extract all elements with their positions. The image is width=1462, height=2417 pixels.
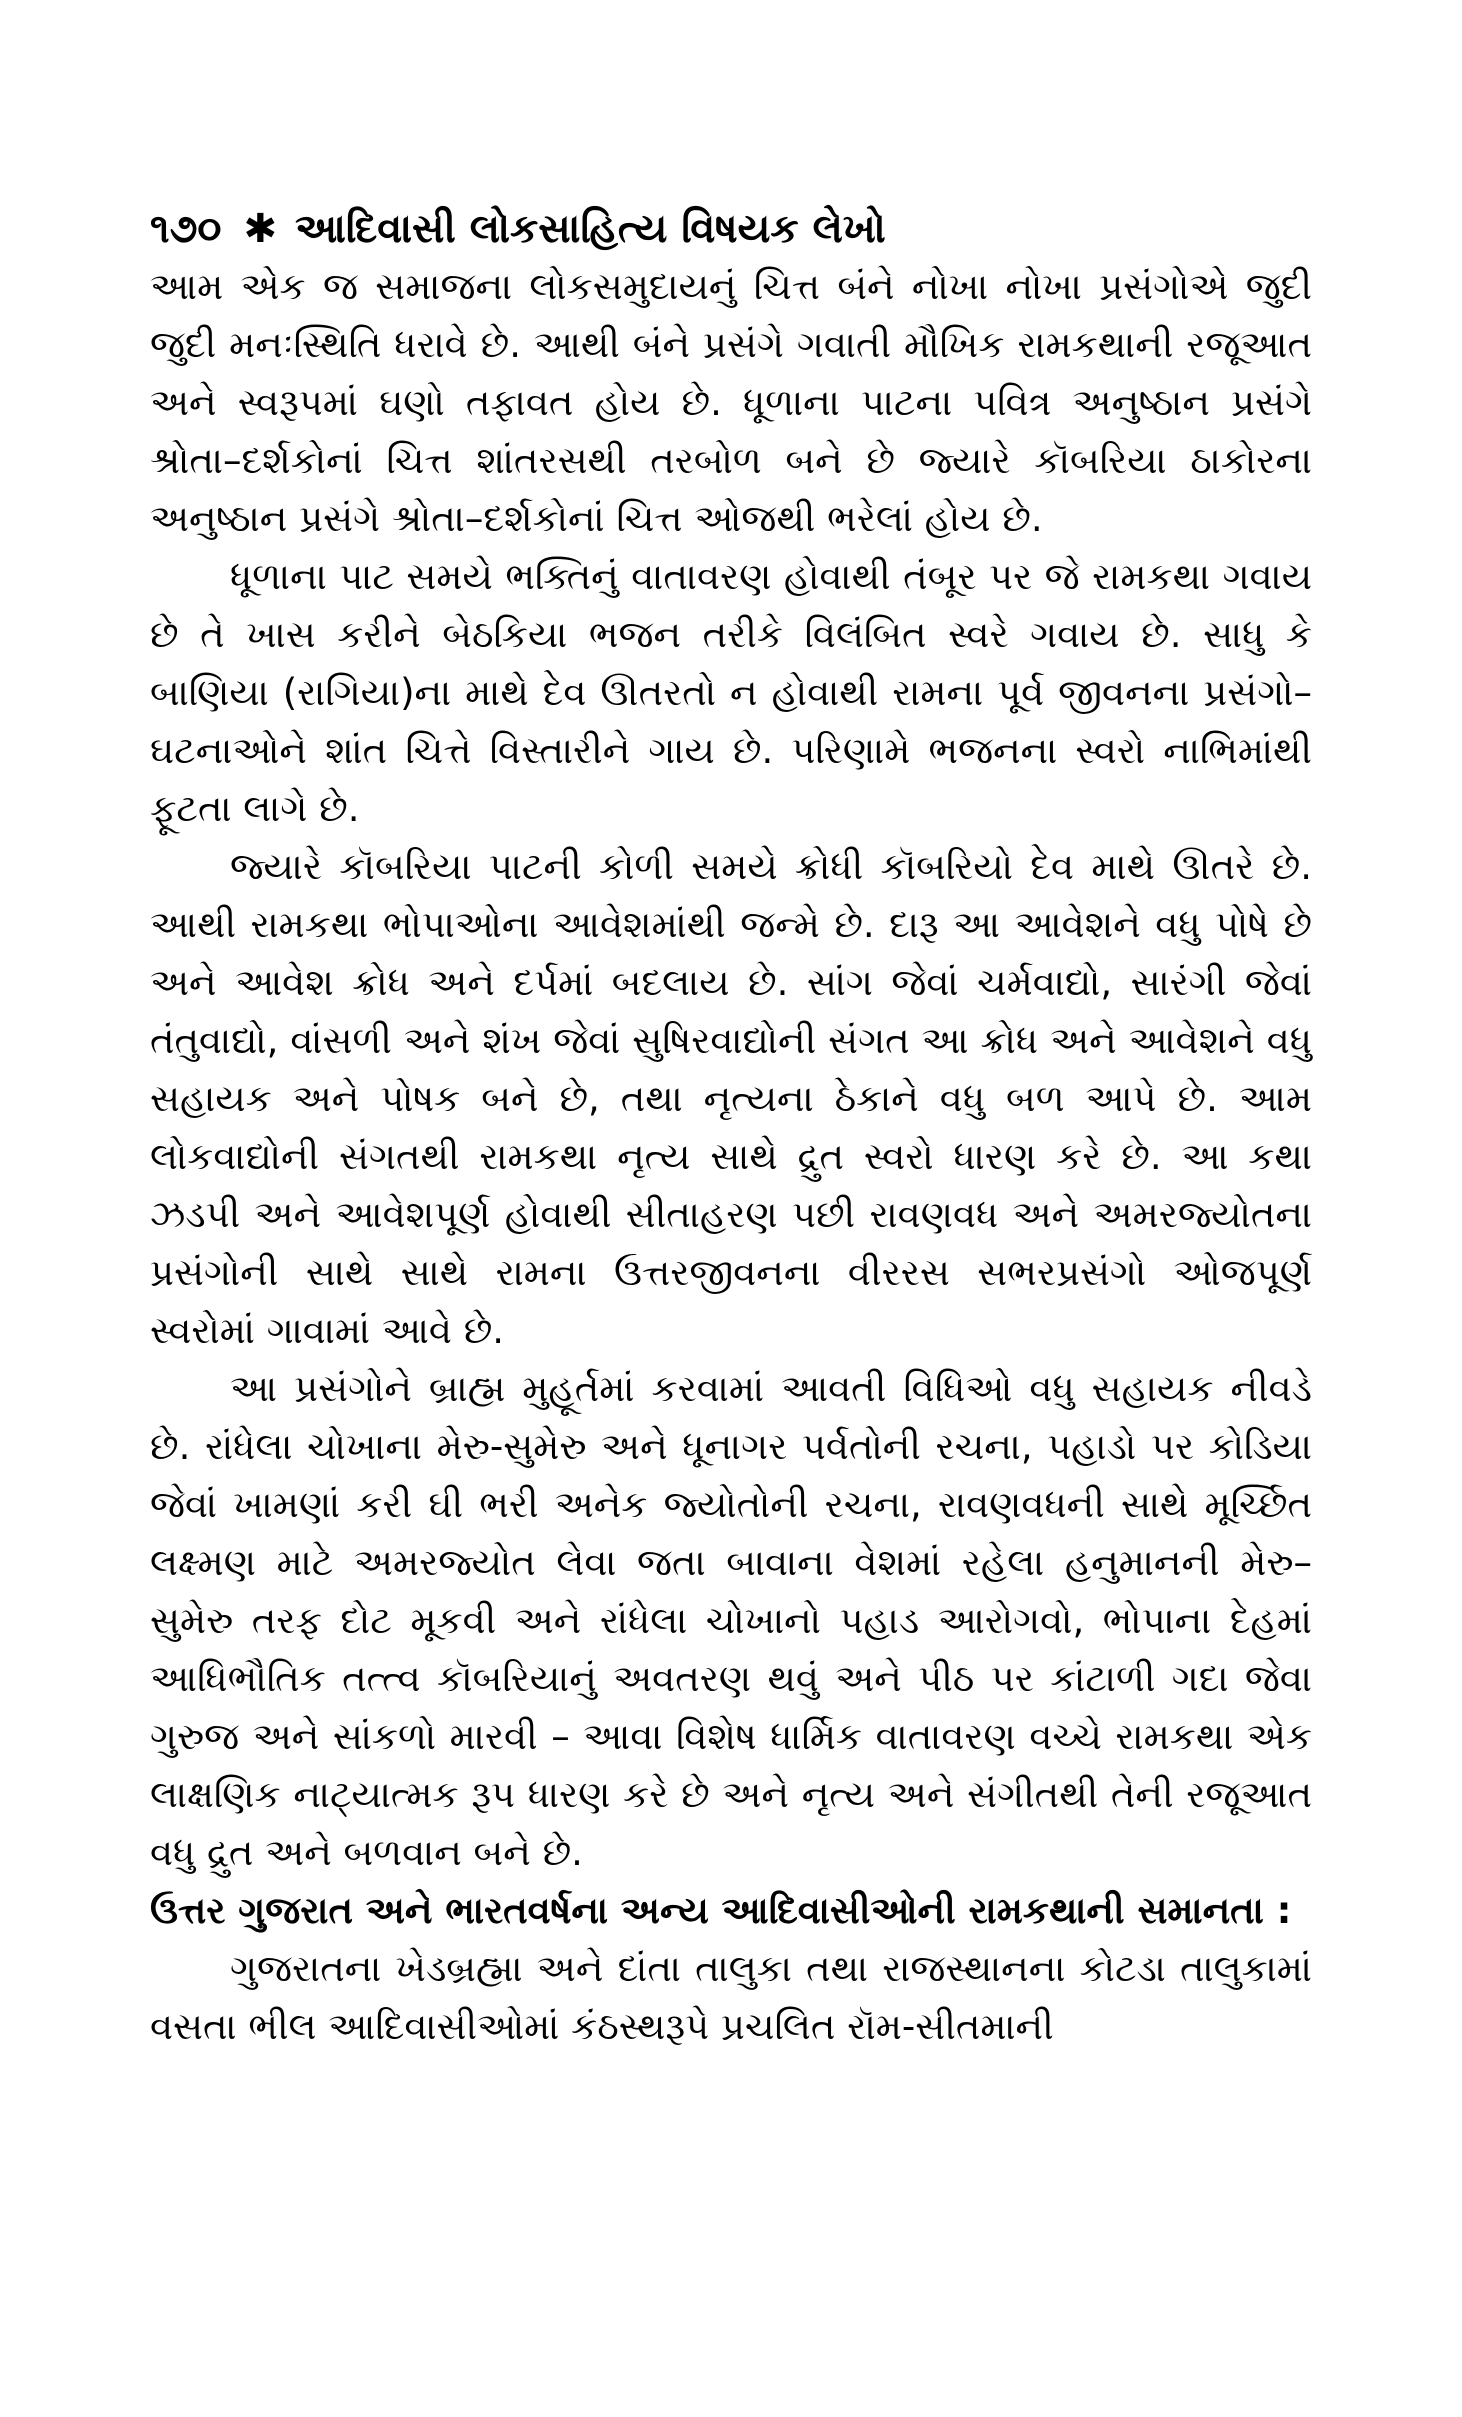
asterisk-ornament-icon: ✱ (243, 206, 277, 252)
paragraph-1: આમ એક જ સમાજના લોકસમુદાયનું ચિત્ત બંને નોખા નોખા પ્રસંગોએ જુદી જુદી મનઃસ્થિતિ ધરાવે છે. આથી બંને પ્રસંગે ગવાતી મૌખિક રામકથાની રજૂઆત અને સ્વરૂપમાં ઘણો તફાવત હોય છે. ધૂળાના પાટના પવિત્ર અનુષ્ઠાન પ્રસંગે શ્રોતા–દર્શકોનાં ચિત્ત શાંતરસથી તરબોળ બને છે જ્યારે કૉબરિયા ઠાકોરના અનુષ્ઠાન પ્રસંગે શ્રોતા–દર્શકોનાં ચિત્ત ઓજથી ભરેલાં હોય છે. (150, 265, 1312, 540)
paragraph-2: ધૂળાના પાટ સમયે ભક્તિનું વાતાવરણ હોવાથી તંબૂર પર જે રામકથા ગવાય છે તે ખાસ કરીને બેઠકિયા ભજન તરીકે વિલંબિત સ્વરે ગવાય છે. સાધુ કે બાણિયા (રાગિયા)ના માથે દેવ ઊતરતો ન હોવાથી રામના પૂર્વ જીવનના પ્રસંગો–ઘટનાઓને શાંત ચિત્તે વિસ્તારીને ગાય છે. પરિણામે ભજનના સ્વરો નાભિમાંથી ફૂટતા લાગે છે. (150, 555, 1312, 830)
body-text (150, 258, 1312, 2056)
section-heading: ઉત્તર ગુજરાત અને ભારતવર્ષના અન્ય આદિવાસીઓની રામકથાની સમાનતા : (150, 1889, 1292, 1932)
book-page (150, 200, 1312, 2056)
closing-paragraph: ગુજરાતના ખેડબ્રહ્મા અને દાંતા તાલુકા તથા રાજસ્થાનના કોટડા તાલુકામાં વસતા ભીલ આદિવાસીઓમાં કંઠસ્થરૂપે પ્રચલિત રૉમ-સીતમાની (150, 1947, 1312, 2048)
paragraph-3: જ્યારે કૉબરિયા પાટની કોળી સમયે ક્રોધી કૉબરિયો દેવ માથે ઊતરે છે. આથી રામકથા ભોપાઓના આવેશમાંથી જન્મે છે. દારૂ આ આવેશને વધુ પોષે છે અને આવેશ ક્રોધ અને દર્પમાં બદલાય છે. સાંગ જેવાં ચર્મવાદ્યો, સારંગી જેવાં તંતુવાદ્યો, વાંસળી અને શંખ જેવાં સુષિરવાદ્યોની સંગત આ ક્રોધ અને આવેશને વધુ સહાયક અને પોષક બને છે, તથા નૃત્યના ઠેકાને વધુ બળ આપે છે. આમ લોકવાદ્યોની સંગતથી રામકથા નૃત્ય સાથે દ્રુત સ્વરો ધારણ કરે છે. આ કથા ઝડપી અને આવેશપૂર્ણ હોવાથી સીતાહરણ પછી રાવણવધ અને અમરજ્યોતના પ્રસંગોની સાથે સાથે રામના ઉત્તરજીવનના વીરરસ સભરપ્રસંગો ઓજપૂર્ણ સ્વરોમાં ગાવામાં આવે છે. (150, 845, 1312, 1352)
running-header (150, 200, 1312, 258)
paragraph-4: આ પ્રસંગોને બ્રાહ્મ મુહૂર્તમાં કરવામાં આવતી વિધિઓ વધુ સહાયક નીવડે છે. રાંધેલા ચોખાના મેરુ-સુમેરુ અને ધૂનાગર પર્વતોની રચના, પહાડો પર કોડિયા જેવાં ખામણાં કરી ઘી ભરી અનેક જ્યોતોની રચના, રાવણવધની સાથે મૂર્ચ્છિત લક્ષ્મણ માટે અમરજ્યોત લેવા જતા બાવાના વેશમાં રહેલા હનુમાનની મેરુ–સુમેરુ તરફ દોટ મૂકવી અને રાંધેલા ચોખાનો પહાડ આરોગવો, ભોપાના દેહમાં આધિભૌતિક તત્ત્વ કૉબરિયાનું અવતરણ થવું અને પીઠ પર કાંટાળી ગદા જેવા ગુરુજ અને સાંકળો મારવી – આવા વિશેષ ધાર્મિક વાતાવરણ વચ્ચે રામકથા એક લાક્ષણિક નાટ્યાત્મક રૂપ ધારણ કરે છે અને નૃત્ય અને સંગીતથી તેની રજૂઆત વધુ દ્રુત અને બળવાન બને છે. (150, 1367, 1312, 1874)
page-number: ૧૭૦ (150, 206, 222, 252)
running-title: આદિવાસી લોકસાહિત્ય વિષયક લેખો (295, 206, 886, 252)
